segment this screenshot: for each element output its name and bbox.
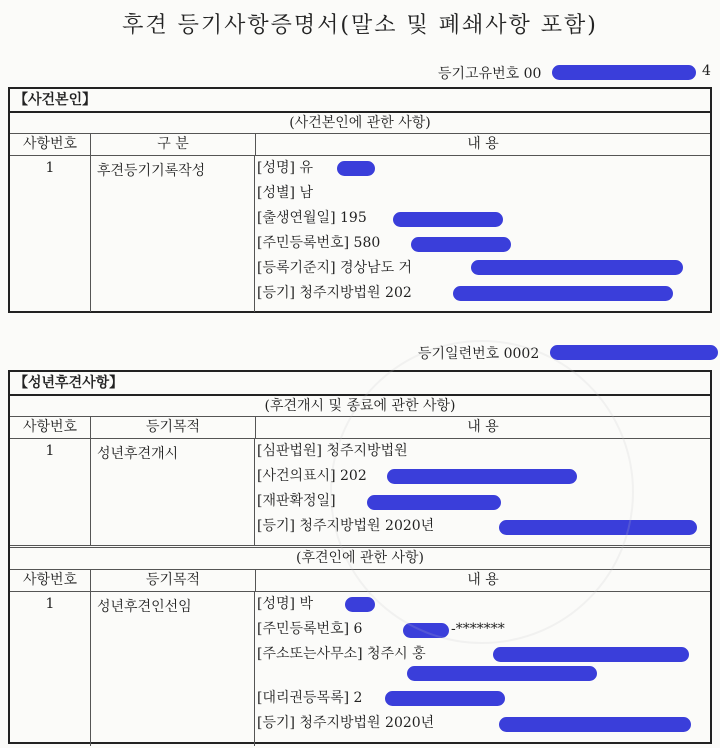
entry-registration: [등기] 청주지방법원 2020년 (257, 711, 710, 736)
redaction-mark (493, 647, 689, 662)
section-subtitle: (사건본인에 관한 사항) (10, 113, 710, 134)
section-subject-person (8, 87, 712, 313)
header-item-no: 사항번호 (10, 134, 91, 155)
redaction-mark (387, 469, 577, 484)
entry-name: [성명] 박 (257, 592, 710, 617)
redaction-mark (411, 237, 511, 252)
row-content (255, 439, 710, 545)
header-purpose: 등기목적 (91, 570, 256, 591)
row-content (255, 592, 710, 746)
table-header (10, 417, 710, 439)
table-row (10, 156, 710, 312)
header-content: 내 용 (467, 136, 499, 152)
section-subtitle: (후견개시 및 종료에 관한 사항) (10, 396, 710, 417)
section-adult-guardianship (8, 370, 712, 744)
section-subtitle: (후견인에 관한 사항) (10, 545, 710, 570)
registration-serial-number (418, 343, 539, 363)
entry-resident-number: [주민등록번호] 6 -******* (257, 621, 505, 637)
header-item-no: 사항번호 (10, 570, 91, 591)
header-item-no: 사항번호 (10, 417, 91, 438)
redaction-mark (453, 286, 673, 301)
row-item-no: 1 (10, 592, 91, 746)
entry-registration: [등기] 청주지방법원 202 (257, 281, 710, 306)
redaction-mark (471, 260, 683, 275)
redaction-mark (407, 666, 597, 681)
redaction-mark (345, 597, 375, 612)
registration-serial-number-value: 0002 (503, 346, 540, 362)
table-row (10, 592, 710, 746)
row-item-no: 1 (10, 156, 91, 312)
redaction-mark (403, 623, 449, 638)
header-content: 내 용 (467, 419, 499, 435)
redaction-mark (393, 212, 503, 227)
redaction-mark (367, 495, 501, 510)
table-row (10, 439, 710, 545)
redaction-mark (550, 345, 718, 360)
entry-judgment-date: [재판확정일] (257, 489, 710, 514)
redaction-mark (499, 717, 691, 732)
header-purpose: 등기목적 (91, 417, 256, 438)
entry-gender: [성별] 남 (257, 185, 313, 201)
entry-birth-date: [출생연월일] 195 (257, 206, 710, 231)
entry-court: [심판법원] 청주지방법원 (257, 443, 408, 459)
row-purpose: 성년후견개시 (91, 439, 255, 545)
redaction-mark (499, 520, 697, 535)
table-header (10, 570, 710, 592)
entry-registration: [등기] 청주지방법원 2020년 (257, 514, 710, 539)
row-content (255, 156, 710, 312)
entry-authority-list: [대리권등목록] 2 (257, 686, 710, 711)
entry-case-number: [사건의표시] 202 (257, 464, 710, 489)
table-header (10, 134, 710, 156)
header-category: 구 분 (91, 134, 256, 155)
section-title: 【사건본인】 (10, 89, 710, 113)
redaction-mark (385, 691, 505, 706)
header-content: 내 용 (467, 572, 499, 588)
row-purpose: 성년후견인선임 (91, 592, 255, 746)
section-title: 【성년후견사항】 (10, 372, 710, 396)
redaction-mark (337, 161, 375, 176)
redaction-mark (552, 65, 696, 80)
registration-unique-number-value: 00 (523, 66, 542, 82)
entry-resident-number: [주민등록번호] 580 (257, 231, 710, 256)
registration-serial-number-label: 등기일련번호 (418, 346, 500, 362)
document-title: 후견 등기사항증명서(말소 및 폐쇄사항 포함) (122, 13, 598, 38)
row-category: 후견등기기록작성 (91, 156, 255, 312)
row-item-no: 1 (10, 439, 91, 545)
registration-unique-number-label: 등기고유번호 (438, 66, 520, 82)
entry-address: [주소또는사무소] 청주시 홍 (257, 642, 710, 686)
registration-unique-number (438, 63, 711, 83)
entry-registration-base: [등록기준지] 경상남도 거 (257, 256, 710, 281)
registration-unique-number-tail: 4 (702, 63, 711, 79)
entry-name: [성명] 유 (257, 156, 710, 181)
